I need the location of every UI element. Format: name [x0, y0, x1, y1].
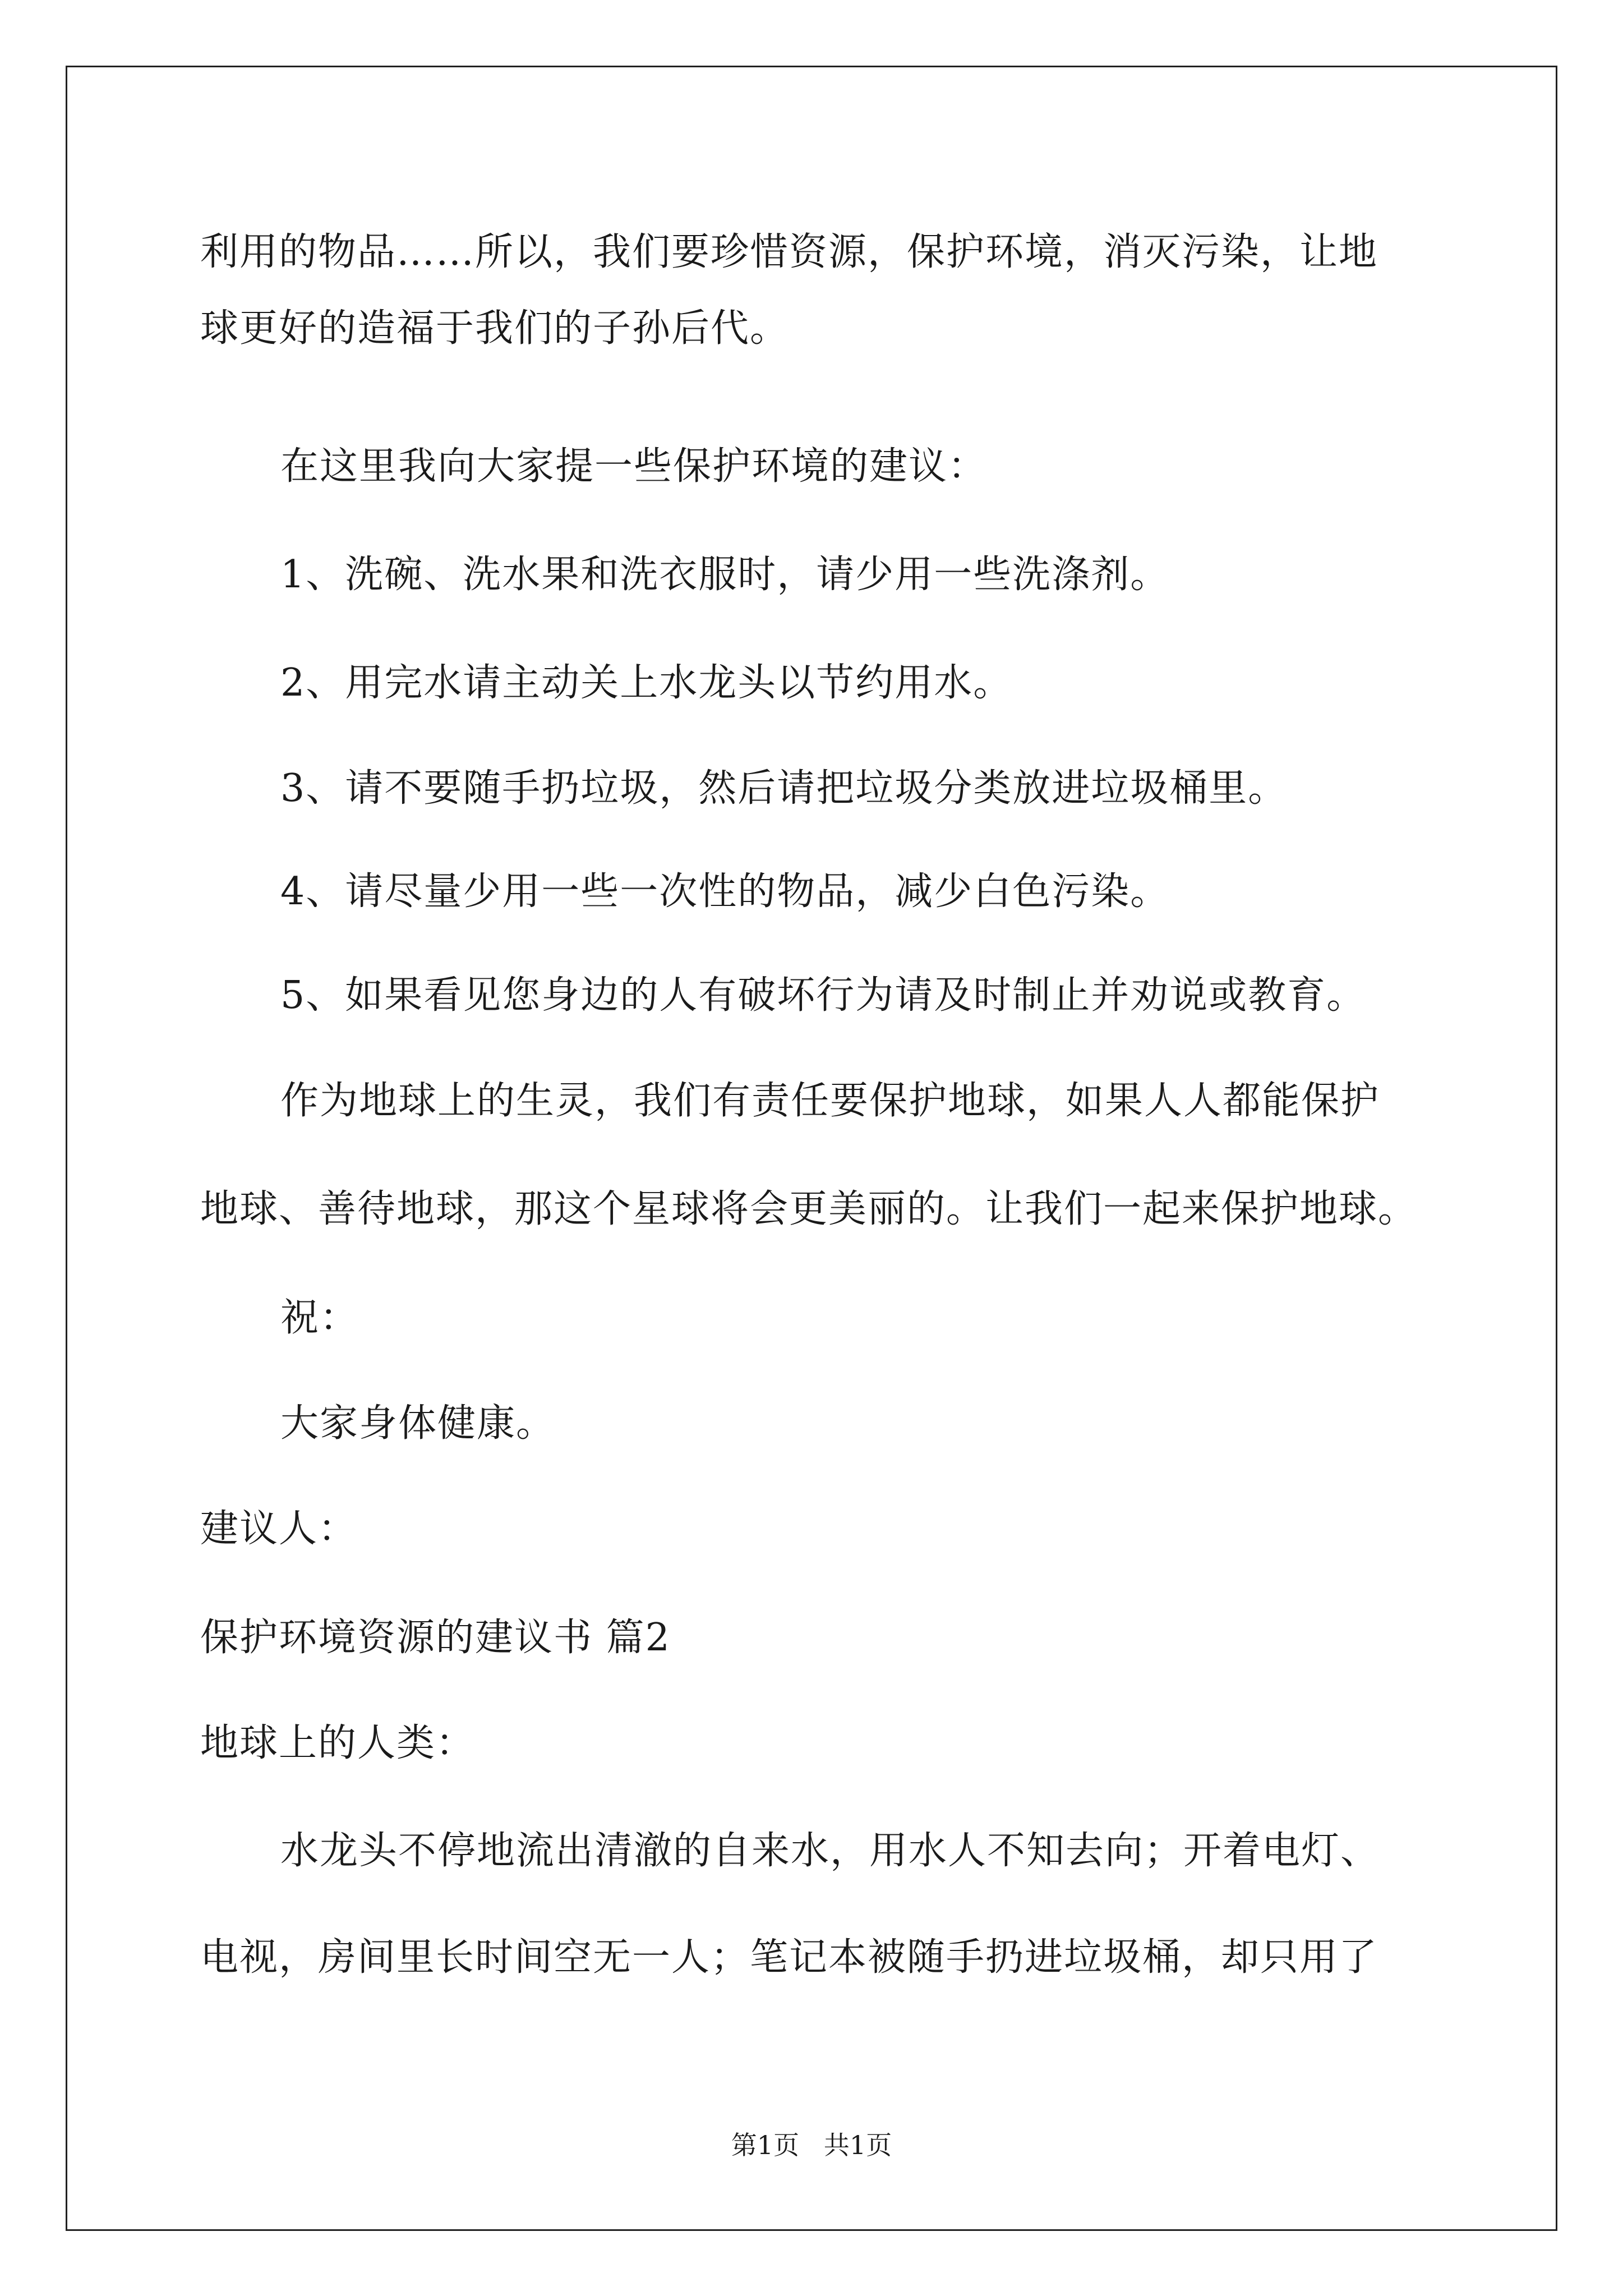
text-line-15: 地球上的人类：: [200, 1721, 476, 1765]
text-line-9: 作为地球上的生灵，我们有责任要保护地球，如果人人都能保护: [280, 1079, 1380, 1123]
text-line-13: 建议人：: [200, 1507, 358, 1551]
text-line-5: 2、用完水请主动关上水龙头以节约用水。: [280, 661, 1013, 705]
text-line-1: 利用的物品……所以，我们要珍惜资源，保护环境，消灭污染，让地: [200, 230, 1378, 274]
text-line-16: 水龙头不停地流出清澈的自来水，用水人不知去向；开着电灯、: [280, 1829, 1380, 1873]
text-line-6: 3、请不要随手扔垃圾，然后请把垃圾分类放进垃圾桶里。: [280, 766, 1288, 811]
text-line-4: 1、洗碗、洗水果和洗衣服时，请少用一些洗涤剂。: [280, 553, 1170, 597]
page-footer: 第1页 共1页: [731, 2130, 892, 2160]
text-line-11: 祝：: [280, 1296, 359, 1340]
text-line-10: 地球、善待地球，那这个星球将会更美丽的。让我们一起来保护地球。: [200, 1187, 1418, 1231]
text-line-3: 在这里我向大家提一些保护环境的建议：: [280, 444, 988, 489]
page-border: [66, 66, 1557, 2231]
section-heading: 保护环境资源的建议书 篇2: [200, 1616, 671, 1660]
text-line-8: 5、如果看见您身边的人有破坏行为请及时制止并劝说或教育。: [280, 973, 1366, 1018]
text-line-12: 大家身体健康。: [280, 1401, 556, 1446]
text-line-17: 电视，房间里长时间空无一人；笔记本被随手扔进垃圾桶，却只用了: [200, 1935, 1378, 1980]
text-line-2: 球更好的造福于我们的子孙后代。: [200, 306, 790, 351]
text-line-7: 4、请尽量少用一些一次性的物品，减少白色污染。: [280, 869, 1170, 914]
